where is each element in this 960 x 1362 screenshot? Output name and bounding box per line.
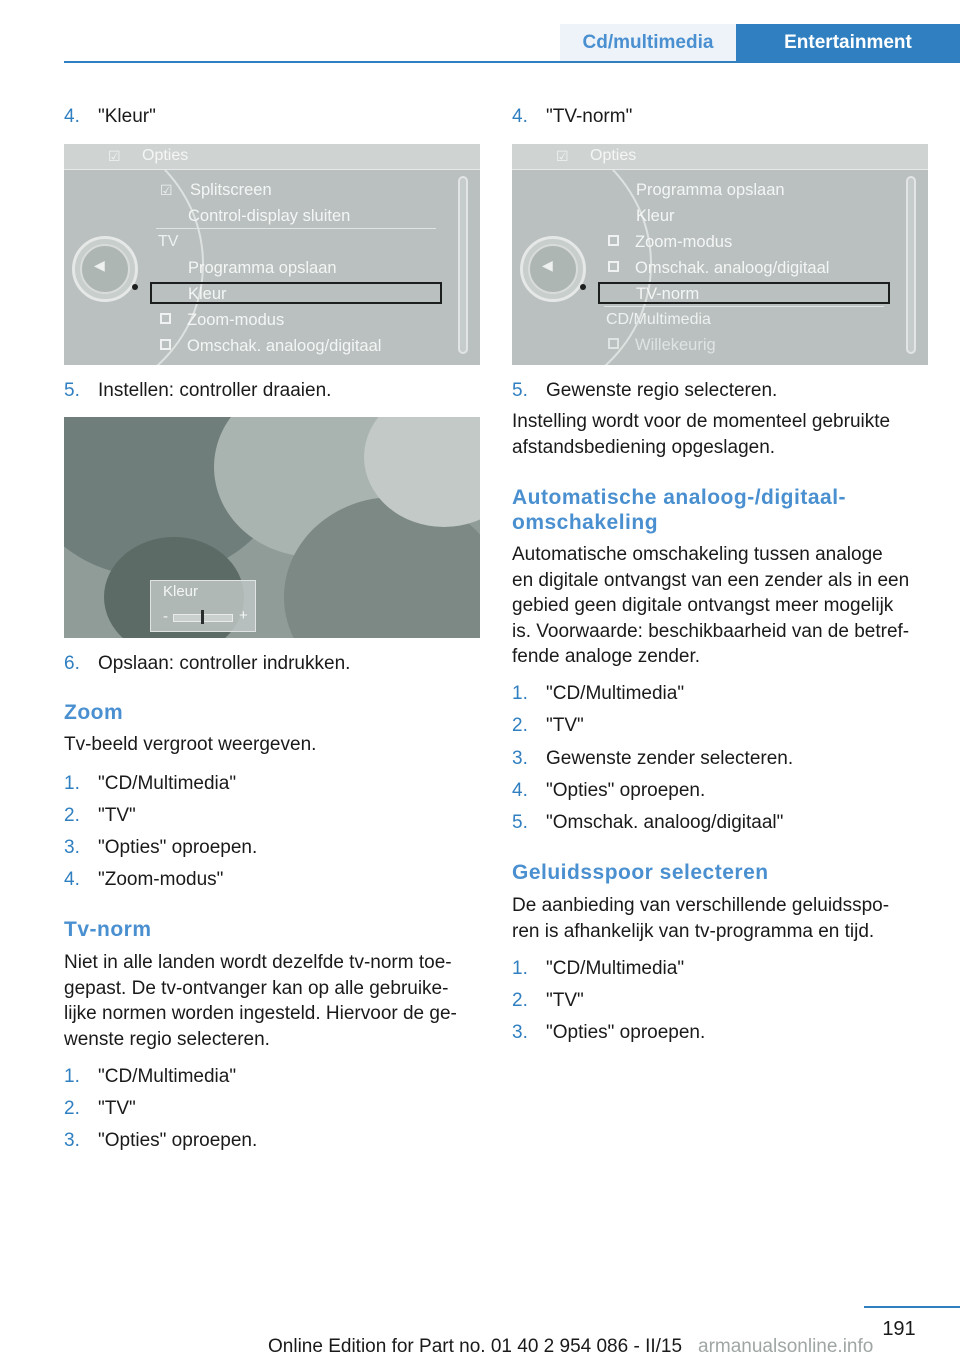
step-tv-norm [512, 104, 632, 129]
controller-knob-center [80, 244, 130, 294]
options-icon: ☑ [108, 148, 121, 164]
header-rule [64, 61, 960, 63]
tv-norm-step: 2. "TV" [64, 1098, 136, 1119]
checkbox-icon [608, 235, 619, 246]
heading-audio-track: Geluidsspoor selecteren [512, 861, 769, 884]
menu-section-cd-multimedia: CD/Multimedia [606, 311, 711, 328]
menu-item-omschak: Omschak. analoog/digitaal [160, 336, 381, 356]
auto-switch-step: 4. "Opties" oproepen. [512, 780, 706, 801]
slider-label: Kleur [163, 583, 199, 600]
menu-item-zoom-modus: Zoom-modus [160, 310, 284, 330]
menu-item-splitscreen: ☑ Splitscreen [160, 181, 272, 199]
checkbox-icon [160, 313, 171, 324]
audio-track-step: 2. "TV" [512, 990, 584, 1011]
header-section-tab: Cd/multimedia [560, 24, 736, 61]
step-text: Gewenste regio selecteren. [546, 380, 778, 401]
zoom-step: 3. "Opties" oproepen. [64, 837, 258, 858]
page-number-rule [864, 1306, 960, 1308]
step-text: Opslaan: controller indrukken. [98, 653, 351, 674]
step-number: 5. [512, 380, 528, 401]
heading-zoom: Zoom [64, 701, 124, 724]
menu-item-kleur: Kleur [188, 285, 227, 303]
audio-track-step: 3. "Opties" oproepen. [512, 1022, 706, 1043]
zoom-step: 1. "CD/Multimedia" [64, 773, 237, 794]
step-opslaan [64, 651, 350, 676]
slider-marker [201, 610, 204, 624]
menu-item-programma-opslaan: Programma opslaan [636, 181, 785, 199]
auto-switch-step: 5. "Omschak. analoog/digitaal" [512, 812, 784, 833]
screenshot-options-menu-tv-norm [512, 144, 928, 365]
screen-title: Opties [590, 147, 637, 164]
scrollbar [906, 176, 916, 354]
step-text: "TV-norm" [546, 106, 633, 127]
step-number: 4. [64, 106, 80, 127]
checkbox-icon [608, 261, 619, 272]
menu-item-omschak: Omschak. analoog/digitaal [608, 258, 829, 278]
tv-norm-step: 1. "CD/Multimedia" [64, 1066, 237, 1087]
auto-switch-step: 3. Gewenste zender selecteren. [512, 748, 794, 769]
pointer-dot [132, 284, 138, 290]
left-arrow-icon: ◀ [542, 257, 553, 273]
auto-switch-step: 1. "CD/Multimedia" [512, 683, 685, 704]
plus-icon: + [239, 607, 248, 624]
screen-title-bar [64, 144, 480, 170]
menu-item-willekeurig: Willekeurig [608, 335, 716, 355]
screenshot-options-menu-tv [64, 144, 480, 365]
screen-title: Opties [142, 147, 189, 164]
minus-icon: - [163, 608, 168, 625]
zoom-intro: Tv-beeld vergroot weergeven. [64, 734, 317, 755]
note-paragraph: Instelling wordt voor de momenteel gebruikte afstandsbediening opgeslagen. [512, 411, 891, 458]
checkbox-icon [608, 338, 619, 349]
tv-norm-intro: Niet in alle landen wordt dezelfde tv-norm toe‐ gepast. De tv-ontvanger kan op alle gebruike‐ lijke normen worden ingesteld. Hiervoor de ge‐ wenste regio selecteren. [64, 952, 457, 1050]
menu-item-kleur: Kleur [636, 207, 675, 225]
menu-separator [604, 306, 884, 307]
heading-auto-switch: Automatische analoog-/digitaal- omschakeling [512, 486, 847, 534]
step-number: 6. [64, 653, 80, 674]
zoom-step: 4. "Zoom-modus" [64, 869, 224, 890]
screen-title-bar [512, 144, 928, 170]
page-number: 191 [882, 1318, 916, 1340]
pointer-dot [580, 284, 586, 290]
step-text: "Kleur" [98, 106, 156, 127]
menu-item-control-display: Control-display sluiten [188, 207, 351, 225]
step-number: 4. [512, 106, 528, 127]
heading-tv-norm: Tv-norm [64, 918, 152, 941]
watermark: armanualsonline.info [698, 1336, 874, 1357]
tv-norm-step: 3. "Opties" oproepen. [64, 1130, 258, 1151]
zoom-step: 2. "TV" [64, 805, 136, 826]
audio-track-intro: De aanbieding van verschillende geluidsspo‐ ren is afhankelijk van tv-programma en tijd. [512, 895, 890, 942]
step-instellen [64, 378, 331, 403]
step-kleur [64, 104, 156, 129]
left-arrow-icon: ◀ [94, 257, 105, 273]
options-icon: ☑ [556, 148, 569, 164]
menu-item-tv-norm: TV-norm [636, 285, 700, 303]
color-slider-overlay [150, 580, 256, 632]
edition-footer: Online Edition for Part no. 01 40 2 954 086 - II/15 [268, 1336, 683, 1357]
audio-track-step: 1. "CD/Multimedia" [512, 958, 685, 979]
header-chapter-tab: Entertainment [736, 24, 960, 61]
menu-item-zoom-modus: Zoom-modus [608, 232, 732, 252]
menu-section-tv: TV [158, 233, 179, 250]
controller-knob-center [528, 244, 578, 294]
step-text: Instellen: controller draaien. [98, 380, 332, 401]
step-number: 5. [64, 380, 80, 401]
scrollbar [458, 176, 468, 354]
checkbox-icon [160, 339, 171, 350]
auto-switch-intro: Automatische omschakeling tussen analoge en digitale ontvangst van een zender als in een gebied geen digitale ontvangst meer mogelijk is. Voorwaarde: beschikbaarheid van de betref‐ fende analoge zender. [512, 544, 910, 667]
menu-item-programma-opslaan: Programma opslaan [188, 259, 337, 277]
menu-separator [156, 228, 436, 229]
checked-icon: ☑ [160, 182, 173, 198]
step-regio [512, 378, 777, 403]
tv-picture-color-adjust [64, 417, 480, 638]
auto-switch-step: 2. "TV" [512, 715, 584, 736]
